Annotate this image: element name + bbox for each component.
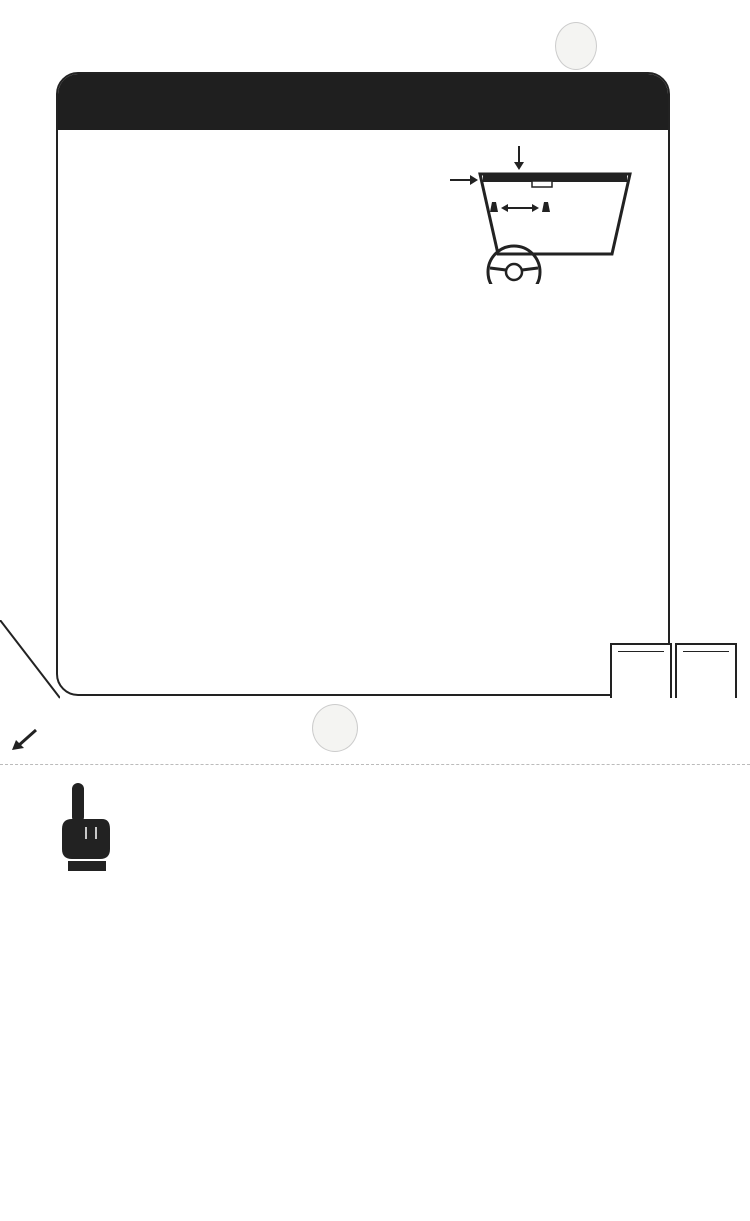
windscreen-icon — [450, 144, 670, 284]
revenue-banner — [58, 74, 668, 130]
hand-pointer-icon — [58, 783, 114, 873]
punch-hole-top — [555, 22, 597, 70]
punch-hole-bottom — [312, 704, 358, 752]
month-box-dez-1 — [610, 643, 672, 698]
barcode — [148, 1078, 578, 1166]
tear-line — [0, 764, 750, 766]
month-box-dez-2 — [675, 643, 737, 698]
vignette-info-panel — [56, 72, 670, 696]
peel-arrow-icon — [12, 728, 38, 750]
peel-corner-line — [0, 620, 60, 700]
